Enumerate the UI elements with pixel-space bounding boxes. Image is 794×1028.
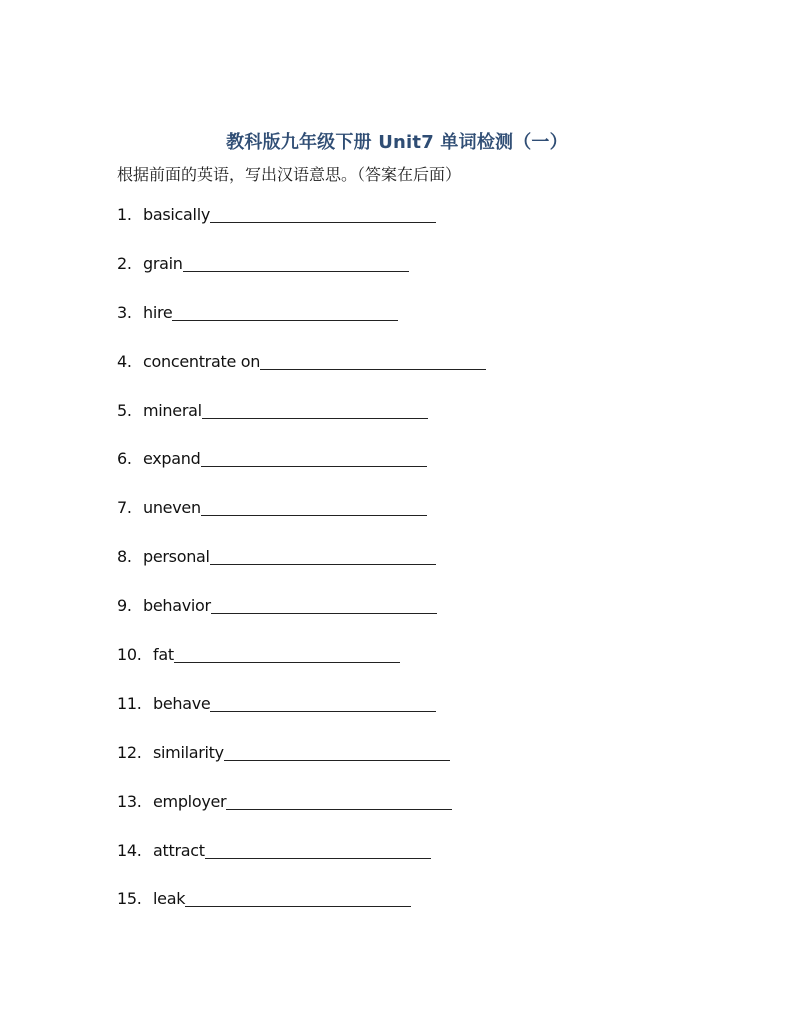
item-word: leak (153, 889, 186, 909)
item-word: uneven (143, 498, 201, 518)
answer-blank (174, 645, 400, 663)
answer-blank (224, 743, 450, 761)
item-number: 11. (117, 693, 142, 713)
list-item (117, 841, 486, 890)
answer-blank (226, 792, 452, 810)
answer-blank (260, 352, 486, 370)
list-item (117, 743, 486, 792)
item-word: concentrate on (143, 351, 261, 371)
answer-blank (211, 596, 437, 614)
answer-blank (210, 547, 436, 565)
item-number: 3. (117, 302, 132, 322)
item-number: 2. (117, 253, 132, 273)
list-item (117, 498, 486, 547)
answer-blank (201, 498, 427, 516)
item-word: fat (153, 645, 174, 665)
answer-blank (201, 449, 427, 467)
list-item (117, 401, 486, 450)
item-number: 1. (117, 205, 132, 224)
list-item (117, 596, 486, 645)
answer-blank (185, 889, 411, 907)
list-item (117, 254, 486, 303)
list-item (117, 303, 486, 352)
item-number: 8. (117, 547, 132, 567)
item-word: behave (153, 693, 211, 713)
answer-blank (210, 694, 436, 712)
item-number: 13. (117, 791, 142, 811)
item-word: hire (143, 302, 173, 322)
item-number: 15. (117, 889, 142, 909)
list-item (117, 645, 486, 694)
item-word: basically (143, 205, 211, 224)
item-number: 4. (117, 351, 132, 371)
list-item (117, 449, 486, 498)
item-word: personal (143, 547, 210, 567)
item-number: 12. (117, 742, 142, 762)
item-number: 14. (117, 840, 142, 860)
item-number: 9. (117, 596, 132, 616)
answer-blank (205, 841, 431, 859)
item-word: attract (153, 840, 205, 860)
answer-blank (202, 401, 428, 419)
item-number: 6. (117, 449, 132, 469)
list-item (117, 205, 486, 254)
item-word: mineral (143, 400, 202, 420)
list-item (117, 694, 486, 743)
list-item (117, 792, 486, 841)
item-word: expand (143, 449, 201, 469)
page-title: 教科版九年级下册 Unit7 单词检测（一） (226, 132, 568, 153)
answer-blank (183, 254, 409, 272)
answer-blank (172, 303, 398, 321)
list-item (117, 352, 486, 401)
item-number: 7. (117, 498, 132, 518)
vocabulary-list (117, 205, 486, 938)
list-item (117, 889, 486, 938)
instruction-text: 根据前面的英语，写出汉语意思。（答案在后面） (117, 165, 462, 184)
answer-blank (210, 205, 436, 223)
item-word: grain (143, 253, 183, 273)
item-word: similarity (153, 742, 224, 762)
list-item (117, 547, 486, 596)
item-word: employer (153, 791, 227, 811)
item-number: 10. (117, 645, 142, 665)
item-word: behavior (143, 596, 211, 616)
item-number: 5. (117, 400, 132, 420)
